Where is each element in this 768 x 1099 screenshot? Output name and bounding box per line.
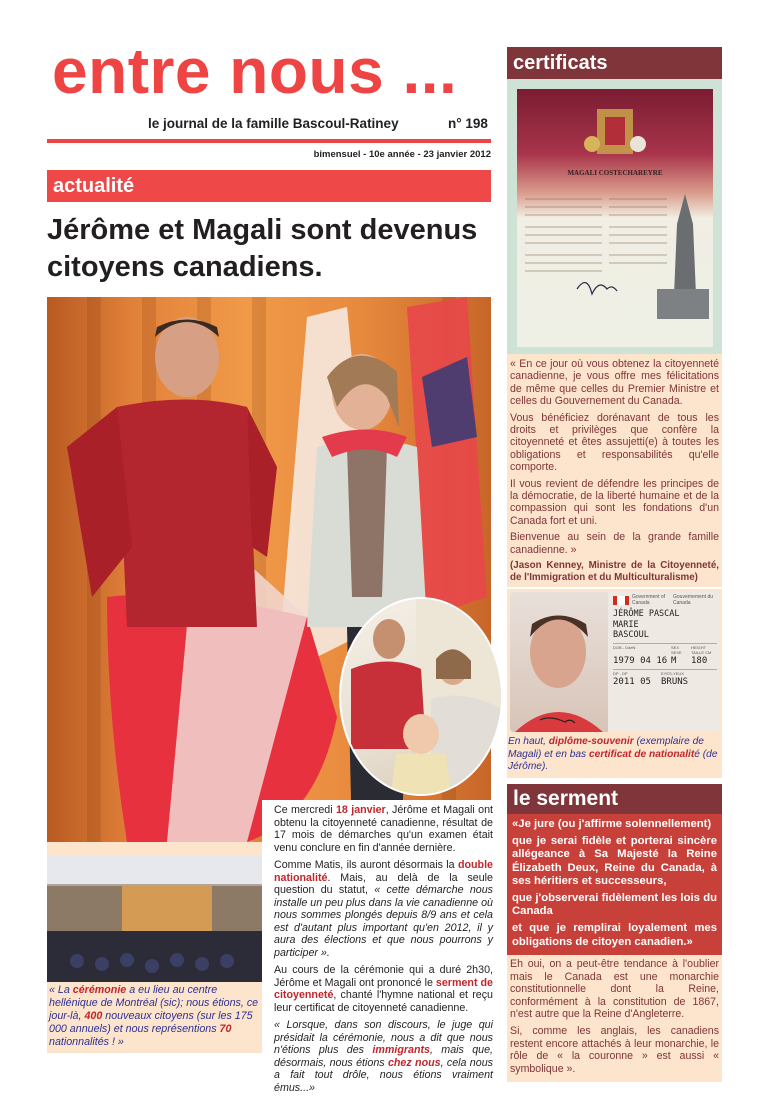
highlight-date: 18 janvier bbox=[335, 804, 386, 816]
quote-attribution: (Jason Kenney, Ministre de la Citoyenneté, de l'Immigration et du Multiculturalisme) bbox=[510, 560, 719, 583]
card-sex: M bbox=[671, 655, 677, 666]
oath-line: «Je jure (ou j'affirme solennellement) bbox=[512, 818, 712, 830]
card-gov-en: Government of Canada bbox=[632, 594, 666, 606]
section-header-serment: le serment bbox=[507, 784, 722, 814]
article-body bbox=[262, 800, 498, 1099]
quote-paragraph: Bienvenue au sein de la grande famille canadienne. » bbox=[510, 531, 719, 556]
certificate-quote bbox=[507, 354, 722, 587]
issue-number: n° 198 bbox=[448, 116, 488, 131]
article-paragraph: « Lorsque, dans son discours, le juge qui présidait la cérémonie, nous a dit que nous n'étions plus des immigrants, mais que, désormais, nous étions chez nous, cela nous a fait tout drôle, nous étions vraiment émus...» bbox=[274, 1019, 494, 1094]
canada-flag-icon bbox=[613, 596, 629, 605]
citizenship-card bbox=[510, 592, 719, 732]
quote-paragraph: Il vous revient de défendre les principes de la démocratie, de la liberté humaine et de la compassion qui sont les fondations d'un Canada fort et uni. bbox=[510, 477, 719, 527]
citizenship-card-box bbox=[507, 589, 722, 778]
family-inset-photo bbox=[339, 597, 503, 796]
ceremony-photo bbox=[47, 856, 262, 982]
quote-paragraph: « En ce jour où vous obtenez la citoyenneté canadienne, je vous offre mes félicitations de même que celles du Premier Ministre et celles du Gouvernement du Canada. bbox=[510, 358, 719, 408]
card-info bbox=[613, 594, 717, 688]
masthead-rule bbox=[47, 139, 491, 143]
section-header-actualite: actualité bbox=[47, 170, 491, 202]
dateline: bimensuel - 10e année - 23 janvier 2012 bbox=[313, 149, 491, 160]
section-header-certificats: certificats bbox=[507, 47, 722, 79]
card-height: 180 bbox=[691, 655, 708, 666]
card-dp: 2011 05 bbox=[613, 676, 651, 687]
newsletter-title: entre nous ... bbox=[52, 35, 458, 107]
certificate-illustration bbox=[517, 89, 713, 347]
article-paragraph: Comme Matis, ils auront désormais la double nationalité. Mais, au delà de la seule question du statut, « cette démarche nous installe un peu plus dans la vie canadienne où nous sommes plongés depuis 8/9 ans et cela est d'autant plus important qu'en 2012, il y aura des élections et que nous pourrons y participer ». bbox=[274, 859, 493, 959]
note-paragraph: Eh oui, on a peut-être tendance à l'oublier mais le Canada est une monarchie constitutionnelle dont la Reine, conformément à la constitution de 1867, n'est autre que la Reine d'Angleterre. bbox=[510, 958, 719, 1021]
inset-illustration bbox=[341, 599, 501, 794]
oath-line: et que je remplirai loyalement mes obligations de citoyen canadien.» bbox=[512, 922, 717, 948]
card-name-line: BASCOUL bbox=[613, 630, 649, 640]
article-headline: Jérôme et Magali sont devenus citoyens canadiens. bbox=[47, 214, 478, 283]
card-dob: 1979 04 16 bbox=[613, 655, 668, 666]
highlight-serment: serment de citoyenneté bbox=[274, 976, 493, 1001]
highlight-immigrants: immigrants bbox=[372, 1044, 430, 1056]
ceremony-illustration bbox=[47, 856, 262, 982]
certificate-photo bbox=[507, 79, 722, 354]
quote-paragraph: Vous bénéficiez dorénavant de tous les droits et privilèges que confère la citoyenneté et êtes assujetti(e) à toutes les obligations et responsabilités qu'elle comporte. bbox=[510, 411, 719, 474]
note-paragraph: Si, comme les anglais, les canadiens restent encore attachés à leur monarchie, le rôle de « la couronne » est aussi « symbolique ». bbox=[510, 1024, 719, 1075]
card-eyes-label: EYES-YEUX bbox=[661, 670, 684, 676]
certificates-caption: En haut, diplôme-souvenir (exemplaire de Magali) et en bas certificat de nationalité (de Jérôme). bbox=[508, 736, 718, 773]
card-dob-label: DOB - DdeN bbox=[613, 644, 636, 650]
oath-note bbox=[507, 955, 722, 1082]
oath-line: que je serai fidèle et porterai sincère allégeance à Sa Majesté la Reine Élizabeth Deux, Reine du Canada, à ses héritiers et successeurs, bbox=[512, 835, 717, 887]
article-quote: « cette démarche nous installe un peu plus dans la vie canadienne où nous sommes plongés depuis 8/9 ans et cela est d'autant plus important qu'en 2012, il y aura des élections et que nous pourrons y participer ». bbox=[274, 884, 493, 959]
card-eyes: BRUNS bbox=[661, 676, 689, 687]
card-portrait bbox=[510, 592, 608, 732]
oath-line: que j'observerai fidèlement les lois du Canada bbox=[512, 892, 717, 918]
oath-text bbox=[507, 814, 722, 955]
highlight-chez-nous: chez nous bbox=[387, 1056, 441, 1069]
card-name-line: JÉRÔME PASCAL bbox=[613, 609, 680, 619]
highlight-double-nationalite: double nationalité bbox=[274, 859, 493, 884]
card-photo bbox=[510, 592, 608, 732]
certificate-name: MAGALI COSTECHAREYRE bbox=[567, 169, 663, 177]
card-dp-label: DP - DP bbox=[613, 670, 628, 676]
card-name-line: MARIE bbox=[613, 619, 639, 630]
article-paragraph: Ce mercredi 18 janvier, Jérôme et Magali ont obtenu la citoyenneté canadienne, résultat de 17 mois de démarches qu'un examen était venu conclure en fin d'année dernière. bbox=[274, 804, 493, 854]
card-sex-label: SEX SEXE bbox=[671, 644, 682, 655]
certificate-document bbox=[517, 89, 713, 347]
article-paragraph: Au cours de la cérémonie qui a duré 2h30, Jérôme et Magali ont prononcé le serment de citoyenneté, chanté l'hymne national et reçu leur certificat de citoyenneté canadienne. bbox=[274, 964, 493, 1014]
card-height-label: HEIGHT TAILLE CM bbox=[691, 644, 712, 655]
ceremony-caption: « La cérémonie a eu lieu au centre hellénique de Montréal (sic); nous étions, ce jour-là, 400 nouveaux citoyens (sur les 175 000 annuels) et nous représentions 70 nationnalités ! » bbox=[49, 984, 259, 1048]
newsletter-subtitle: le journal de la famille Bascoul-Ratiney bbox=[148, 116, 399, 131]
card-gov-fr: Gouvernement du Canada bbox=[673, 594, 714, 606]
